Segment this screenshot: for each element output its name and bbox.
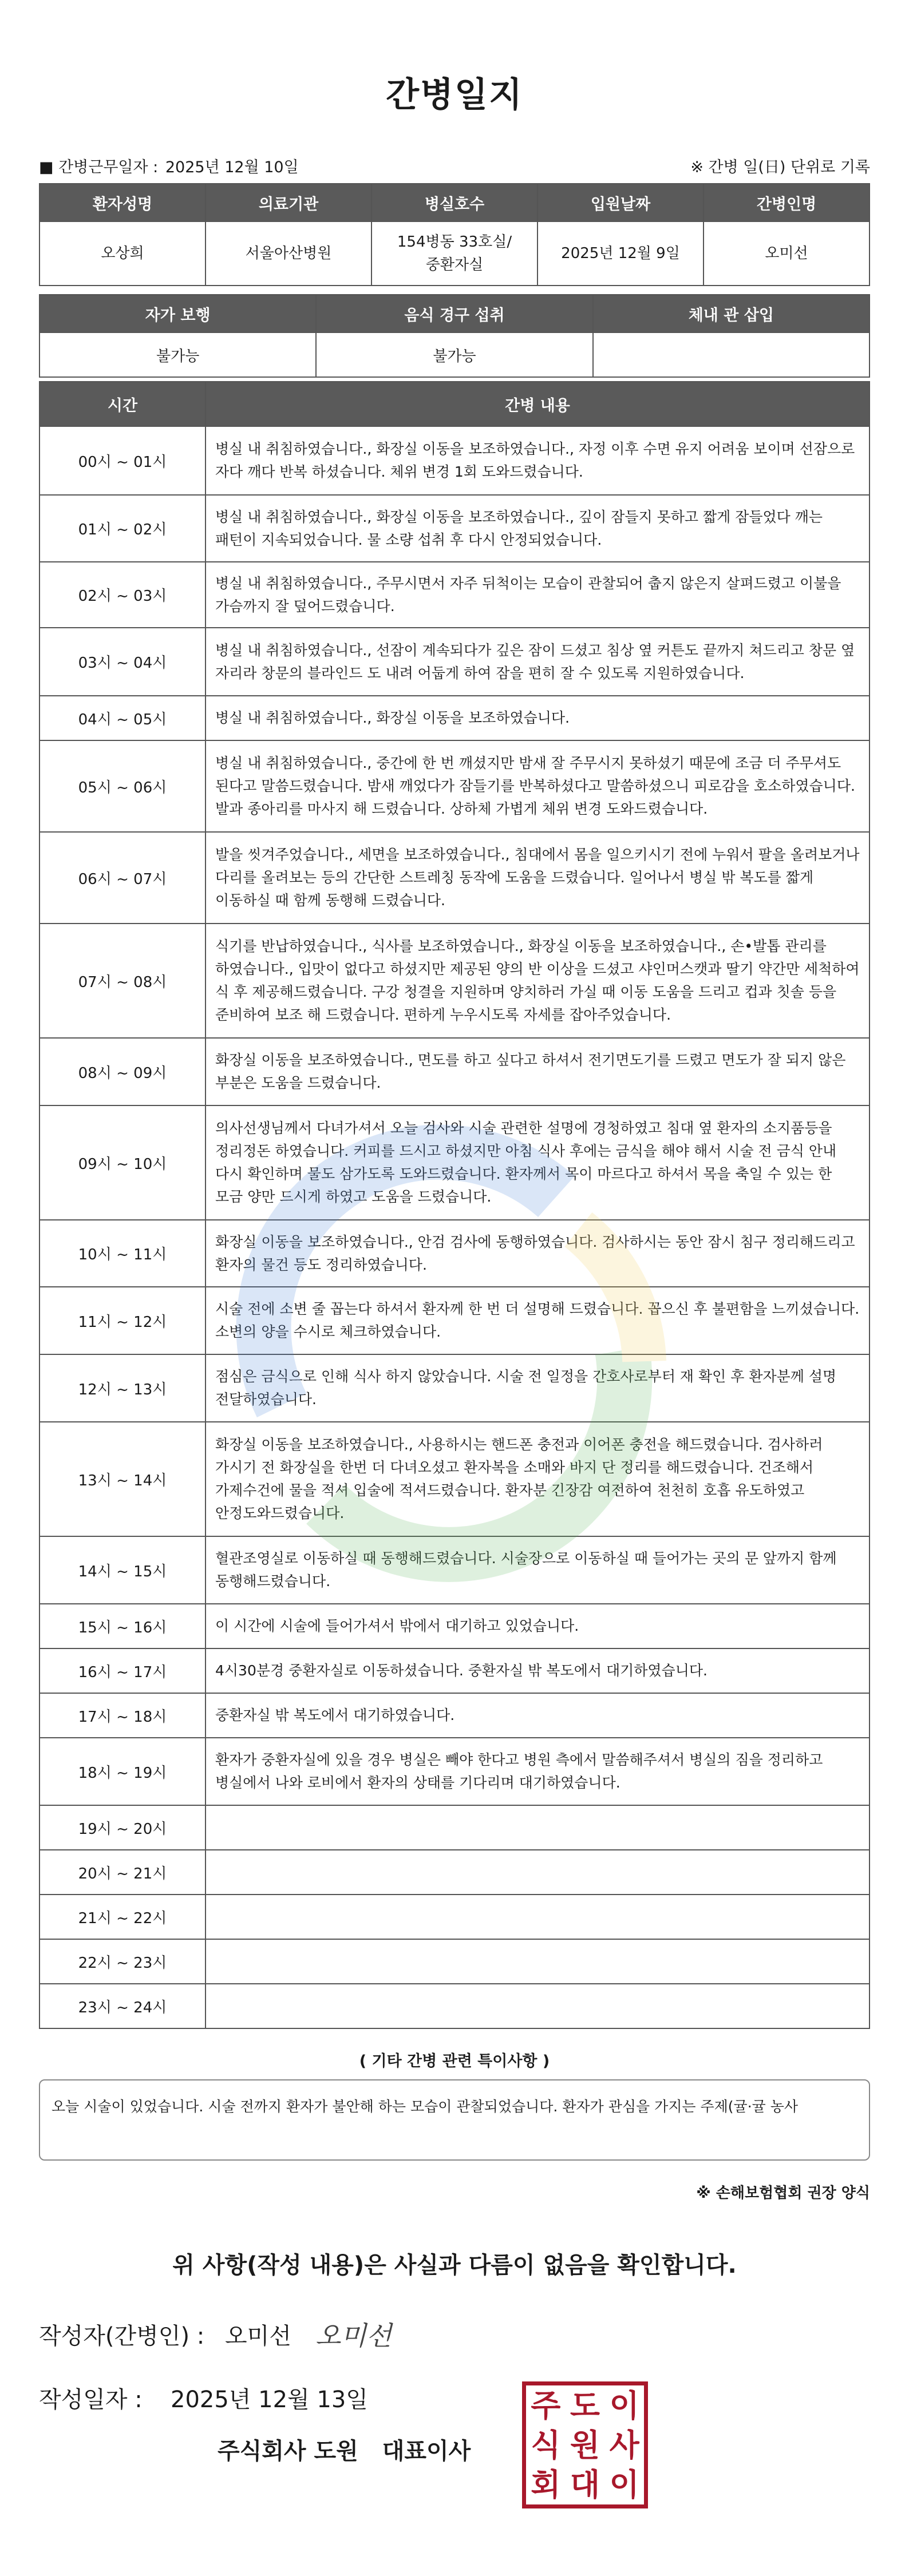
care-time: 23시 ~ 24시 [39, 1984, 205, 2028]
care-row [39, 1038, 870, 1105]
care-content: 병실 내 취침하였습니다., 주무시면서 자주 뒤척이는 모습이 관찰되어 춥지 않은지 살펴드렸고 이불을 가슴까지 잘 덮어드렸습니다. [205, 562, 870, 628]
care-time: 08시 ~ 09시 [39, 1038, 205, 1105]
writer-row [39, 2315, 870, 2353]
walking-status: 불가능 [39, 332, 316, 377]
care-row [39, 1604, 870, 1648]
care-time: 21시 ~ 22시 [39, 1895, 205, 1939]
care-row [39, 1693, 870, 1738]
care-row [39, 1220, 870, 1287]
care-row [39, 1984, 870, 2028]
seal-char: 회 [531, 2466, 561, 2503]
seal-char: 이 [609, 2466, 639, 2503]
care-row [39, 1805, 870, 1850]
care-time: 06시 ~ 07시 [39, 832, 205, 924]
care-row [39, 740, 870, 832]
care-log-page [39, 0, 870, 2414]
meta-row [39, 153, 870, 177]
care-time: 11시 ~ 12시 [39, 1287, 205, 1354]
care-row [39, 1287, 870, 1354]
care-content: 혈관조영실로 이동하실 때 동행해드렸습니다. 시술장으로 이동하실 때 들어가는 곳의 문 앞까지 함께 동행해드렸습니다. [205, 1536, 870, 1604]
seal-char: 주 [531, 2387, 561, 2424]
care-row [39, 1648, 870, 1693]
duty-date-value: 2025년 12월 10일 [165, 158, 299, 176]
duty-date-label: ■ 간병근무일자 : [39, 158, 159, 176]
care-log-table [39, 381, 870, 2029]
company-seal-stamp [522, 2381, 648, 2508]
seal-char: 식 [531, 2426, 561, 2463]
company-name: 주식회사 도원 [218, 2438, 358, 2464]
care-content: 화장실 이동을 보조하였습니다., 사용하시는 핸드폰 충전과 이어폰 충전을 해드렸습니다. 검사하러 가시기 전 화장실을 한번 더 다녀오셨고 환자복을 소매와 바지 단 정리를 해드렸습니다. 건조해서 가제수건에 물을 적셔 입술에 적셔드렸습니다. 환자분 긴장감 여전하여 천천히 호흡 유도하였고 안정도와드렸습니다. [205, 1422, 870, 1536]
document-title: 간병일지 [386, 75, 523, 115]
care-time: 15시 ~ 16시 [39, 1604, 205, 1648]
care-content: 화장실 이동을 보조하였습니다., 안검 검사에 동행하였습니다. 검사하시는 동안 잠시 침구 정리해드리고 환자의 물건 등도 정리하였습니다. [205, 1220, 870, 1287]
care-content: 중환자실 밖 복도에서 대기하였습니다. [205, 1693, 870, 1738]
oral-intake-status: 불가능 [316, 332, 592, 377]
header-hospital: 의료기관 [205, 184, 371, 221]
patient-name: 오상희 [39, 221, 205, 286]
notes-title: ( 기타 간병 관련 특이사항 ) [359, 2052, 550, 2070]
care-row [39, 628, 870, 696]
care-content: 점심은 금식으로 인해 식사 하지 않았습니다. 시술 전 일정을 간호사로부터 재 확인 후 환자분께 설명 전달하였습니다. [205, 1354, 870, 1422]
care-content: 의사선생님께서 다녀가셔서 오늘 검사와 시술 관련한 설명에 경청하였고 침대 옆 환자의 소지품등을 정리정돈 하였습니다. 커피를 드시고 하셨지만 아침 식사 후에는 금식을 해야 해서 시술 전 금식 안내 다시 확인하며 물도 삼가도록 도와드렸습니다. 환자께서 목이 마르다고 하셔서 목을 축일 수 있는 한 모금 양만 드시게 하였고 도움을 드렸습니다. [205, 1105, 870, 1220]
care-time: 07시 ~ 08시 [39, 924, 205, 1038]
care-time: 12시 ~ 13시 [39, 1354, 205, 1422]
care-content [205, 1895, 870, 1939]
seal-char: 대 [570, 2466, 600, 2503]
written-date-label: 작성일자 : [39, 2387, 143, 2413]
care-row [39, 924, 870, 1038]
care-time: 14시 ~ 15시 [39, 1536, 205, 1604]
care-content: 병실 내 취침하였습니다., 화장실 이동을 보조하였습니다., 깊이 잠들지 못하고 짧게 잠들었다 깨는 패턴이 지속되었습니다. 물 소량 섭취 후 다시 안정되었습니다. [205, 495, 870, 562]
care-content: 화장실 이동을 보조하였습니다., 면도를 하고 싶다고 하셔서 전기면도기를 드렸고 면도가 잘 되지 않은 부분은 도움을 드렸습니다. [205, 1038, 870, 1105]
seal-char: 도 [570, 2387, 600, 2424]
patient-status-table [39, 294, 870, 378]
care-time: 22시 ~ 23시 [39, 1939, 205, 1984]
care-row [39, 495, 870, 562]
care-content: 병실 내 취침하였습니다., 화장실 이동을 보조하였습니다. [205, 696, 870, 740]
company-title: 대표이사 [382, 2438, 471, 2464]
care-row [39, 1738, 870, 1805]
duty-date-group [39, 154, 301, 177]
care-time: 13시 ~ 14시 [39, 1422, 205, 1536]
care-row [39, 1422, 870, 1536]
caregiver-name: 오미선 [704, 221, 870, 286]
care-content [205, 1984, 870, 2028]
confirmation-statement: 위 사항(작성 내용)은 사실과 다름이 없음을 확인합니다. [172, 2252, 737, 2278]
care-row [39, 832, 870, 924]
patient-info-table [39, 183, 870, 286]
seal-char: 사 [609, 2426, 639, 2463]
care-content [205, 1850, 870, 1895]
care-time: 02시 ~ 03시 [39, 562, 205, 628]
header-patient-name: 환자성명 [39, 184, 205, 221]
admission-date: 2025년 12월 9일 [538, 221, 704, 286]
care-content: 발을 씻겨주었습니다., 세면을 보조하였습니다., 침대에서 몸을 일으키시기 전에 누워서 팔을 올려보거나 다리를 올려보는 등의 간단한 스트레칭 동작에 도움을 드렸습니다. 일어나서 병실 밖 복도를 짧게 이동하실 때 함께 동행해 드렸습니다. [205, 832, 870, 924]
care-content: 환자가 중환자실에 있을 경우 병실은 빼야 한다고 병원 측에서 말씀해주셔서 병실의 짐을 정리하고 병실에서 나와 로비에서 환자의 상태를 기다리며 대기하였습니다. [205, 1738, 870, 1805]
care-content: 병실 내 취침하였습니다., 화장실 이동을 보조하였습니다., 자정 이후 수면 유지 어려움 보이며 선잠으로 자다 깨다 반복 하셨습니다. 체위 변경 1회 도와드렸습니다. [205, 426, 870, 495]
care-time: 04시 ~ 05시 [39, 696, 205, 740]
writer-name: 오미선 [225, 2323, 291, 2349]
care-content [205, 1805, 870, 1850]
care-time: 05시 ~ 06시 [39, 740, 205, 832]
care-time: 18시 ~ 19시 [39, 1738, 205, 1805]
care-time: 17시 ~ 18시 [39, 1693, 205, 1738]
care-time: 03시 ~ 04시 [39, 628, 205, 696]
form-source-note: ※ 손해보험협회 권장 양식 [696, 2185, 870, 2202]
care-row [39, 696, 870, 740]
care-row [39, 1105, 870, 1220]
seal-char: 원 [570, 2426, 600, 2463]
care-row [39, 1850, 870, 1895]
room-number: 154병동 33호실/ 중환자실 [371, 221, 538, 286]
header-tube: 체내 관 삽입 [593, 295, 870, 332]
care-content: 병실 내 취침하였습니다., 선잠이 계속되다가 깊은 잠이 드셨고 침상 옆 커튼도 끝까지 쳐드리고 창문 옆 자리라 창문의 블라인드 도 내려 어둡게 하여 잠을 편히 잘 수 있도록 지원하였습니다. [205, 628, 870, 696]
header-time: 시간 [39, 382, 205, 426]
writer-signature: 오미선 [315, 2320, 392, 2351]
header-caregiver: 간병인명 [704, 184, 870, 221]
record-unit-note: ※ 간병 일(日) 단위로 기록 [690, 158, 870, 176]
care-row [39, 426, 870, 495]
care-row [39, 1939, 870, 1984]
care-content: 식기를 반납하였습니다., 식사를 보조하였습니다., 화장실 이동을 보조하였습니다., 손•발톱 관리를 하였습니다., 입맛이 없다고 하셨지만 제공된 양의 반 이상을 드셨고 샤인머스캣과 딸기 약간만 세척하여 식 후 제공해드렸습니다. 구강 청결을 지원하며 양치하러 가실 때 이동 도움을 드리고 컵과 칫솔 등을 준비하여 보조 해 드렸습니다. 편하게 누우시도록 자세를 잡아주었습니다. [205, 924, 870, 1038]
header-care-content: 간병 내용 [205, 382, 870, 426]
care-row [39, 562, 870, 628]
care-time: 01시 ~ 02시 [39, 495, 205, 562]
care-content: 4시30분경 중환자실로 이동하셨습니다. 중환자실 밖 복도에서 대기하였습니다. [205, 1648, 870, 1693]
writer-label: 작성자(간병인) : [39, 2323, 205, 2349]
company-signature [218, 2433, 487, 2466]
care-row [39, 1536, 870, 1604]
care-time: 16시 ~ 17시 [39, 1648, 205, 1693]
tube-status [593, 332, 870, 377]
header-admission-date: 입원날짜 [538, 184, 704, 221]
care-time: 19시 ~ 20시 [39, 1805, 205, 1850]
care-content: 병실 내 취침하였습니다., 중간에 한 번 깨셨지만 밤새 잘 주무시지 못하셨기 때문에 조금 더 주무셔도 된다고 말씀드렸습니다. 밤새 깨었다가 잠들기를 반복하셨다고 말씀하셨으니 피로감을 호소하였습니다. 발과 종아리를 마사지 해 드렸습니다. 상하체 가볍게 체위 변경 도와드렸습니다. [205, 740, 870, 832]
care-content: 시술 전에 소변 줄 꼽는다 하셔서 환자께 한 번 더 설명해 드렸습니다. 꼽으신 후 불편함을 느끼셨습니다. 소변의 양을 수시로 체크하였습니다. [205, 1287, 870, 1354]
care-row [39, 1895, 870, 1939]
seal-char: 이 [609, 2387, 639, 2424]
care-time: 10시 ~ 11시 [39, 1220, 205, 1287]
header-walking: 자가 보행 [39, 295, 316, 332]
care-content: 이 시간에 시술에 들어가셔서 밖에서 대기하고 있었습니다. [205, 1604, 870, 1648]
care-time: 09시 ~ 10시 [39, 1105, 205, 1220]
written-date-value: 2025년 12월 13일 [171, 2387, 368, 2413]
care-content [205, 1939, 870, 1984]
written-date-row [39, 2381, 870, 2414]
notes-box: 오늘 시술이 있었습니다. 시술 전까지 환자가 불안해 하는 모습이 관찰되었습니다. 환자가 관심을 가지는 주제(귤·귤 농사 [39, 2079, 870, 2161]
header-room: 병실호수 [371, 184, 538, 221]
care-row [39, 1354, 870, 1422]
header-oral-intake: 음식 경구 섭취 [316, 295, 592, 332]
care-time: 00시 ~ 01시 [39, 426, 205, 495]
care-time: 20시 ~ 21시 [39, 1850, 205, 1895]
hospital-name: 서울아산병원 [205, 221, 371, 286]
